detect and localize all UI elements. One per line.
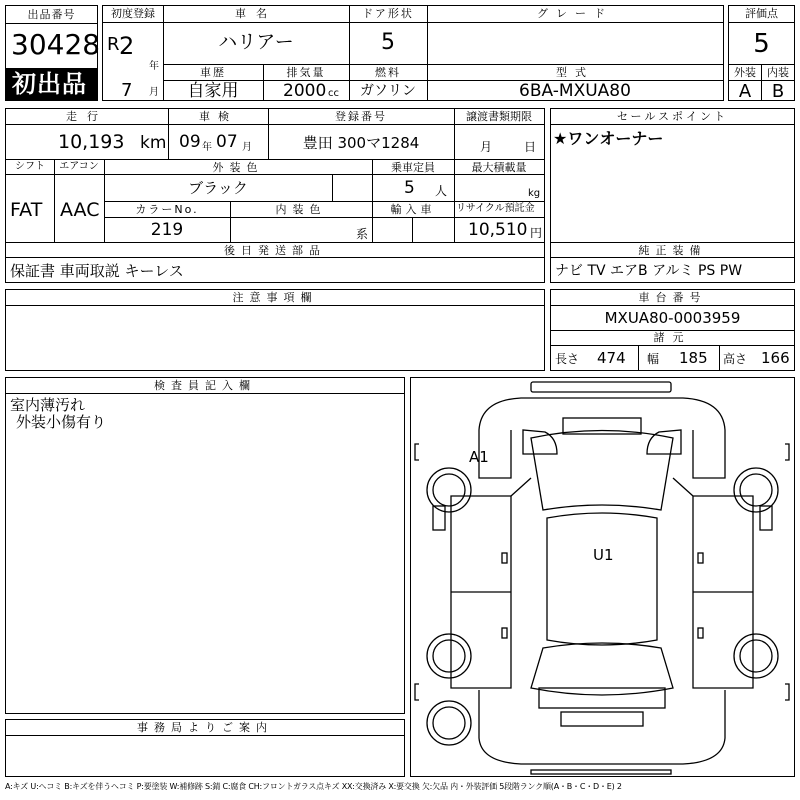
notes-header: 注意事項欄 — [232, 291, 318, 304]
lot-number-box — [5, 5, 101, 101]
capacity-unit: 人 — [435, 184, 448, 198]
door-count: 5 — [381, 30, 395, 55]
height-value: 166 — [761, 349, 790, 367]
damage-diagram — [410, 377, 795, 777]
mileage-value: 10,193 — [58, 131, 125, 153]
first-reg-header: 初度登録 — [111, 7, 155, 20]
notes-block — [5, 289, 545, 371]
shift-value: FAT — [10, 199, 43, 221]
car-name: ハリアー — [218, 31, 294, 53]
recycle-header: リサイクル預託金 — [456, 203, 535, 214]
chassis-block — [550, 289, 795, 371]
recycle-value: 10,510 — [468, 220, 528, 240]
model-header: 型式 — [556, 66, 594, 79]
ext-color-value: ブラック — [188, 179, 248, 197]
int-color-header: 内装色 — [275, 203, 327, 216]
transfer-header: 譲渡書類期限 — [466, 110, 532, 123]
office-block — [5, 719, 405, 777]
score-block — [728, 5, 795, 101]
import-header: 輸入車 — [390, 203, 436, 216]
first-reg-month-unit: 月 — [149, 87, 159, 98]
recycle-unit: 円 — [530, 226, 543, 240]
transfer-day-unit: 日 — [524, 140, 537, 154]
overall-score: 5 — [753, 29, 770, 59]
equipment-header: 純正装備 — [638, 244, 707, 257]
office-header: 事務局よりご案内 — [137, 721, 273, 734]
width-value: 185 — [679, 349, 708, 367]
fuel-header: 燃料 — [375, 66, 401, 79]
length-label: 長さ — [555, 352, 580, 366]
first-reg-year-unit: 年 — [149, 61, 159, 72]
first-reg-month: 7 — [121, 80, 133, 101]
sales-point-value: ★ワンオーナー — [553, 129, 664, 148]
damage-legend: A:キズ U:ヘコミ B:キズを伴うヘコミ P:要塗装 W:補修跡 S:錆 C:腐食 CH:フロントガラス点キズ XX:交換済み X:要交換 欠:欠品 内・外装評価 5段階ランク順(A・B・C・D・E) 2 — [5, 782, 622, 791]
exterior-header: 外装 — [734, 66, 756, 79]
chassis-header: 車台番号 — [638, 291, 707, 304]
ext-color-header: 外装色 — [212, 161, 264, 174]
displacement-header: 排気量 — [286, 66, 326, 79]
details-block — [5, 108, 545, 283]
grade-header: グレード — [537, 7, 613, 20]
first-listing-label: 初出品 — [12, 70, 87, 98]
max-load-header: 最大積載量 — [471, 161, 527, 174]
displacement-unit: cc — [328, 88, 339, 99]
reg-no-header: 登録番号 — [335, 110, 387, 123]
first-reg-year: 2 — [119, 32, 135, 60]
inspector-header: 検査員記入欄 — [154, 379, 256, 392]
exterior-score: A — [738, 81, 752, 102]
mileage-unit: km — [140, 133, 167, 153]
car-outline-diagram — [411, 378, 794, 776]
aircon-header: エアコン — [59, 161, 99, 172]
dims-header: 諸元 — [653, 331, 692, 344]
inspection-header: 車検 — [199, 110, 237, 123]
int-color-unit: 系 — [356, 227, 369, 241]
later-parts-value: 保証書 車両取説 キーレス — [10, 262, 184, 280]
front-left-damage-mark: A1 — [469, 448, 489, 466]
fuel-value: ガソリン — [360, 83, 416, 99]
car-name-header: 車名 — [235, 7, 277, 20]
equipment-value: ナビ TV エアB アルミ PS PW — [555, 263, 743, 279]
roof-damage-mark: U1 — [593, 546, 614, 564]
later-parts-header: 後日発送部品 — [224, 244, 326, 257]
inspector-note-2: 外装小傷有り — [16, 413, 107, 431]
lot-number-header: 出品番号 — [27, 8, 76, 21]
displacement-value: 2000 — [283, 81, 327, 101]
color-no-value: 219 — [150, 220, 184, 240]
chassis-number: MXUA80-0003959 — [604, 309, 741, 327]
history-value: 自家用 — [187, 81, 239, 101]
interior-header: 内装 — [767, 66, 789, 79]
height-label: 高さ — [723, 352, 748, 366]
reg-no-value: 豊田 300マ1284 — [302, 134, 420, 152]
first-reg-era: R — [107, 34, 120, 55]
inspection-month-unit: 月 — [242, 142, 252, 153]
first-listing-badge — [6, 68, 97, 100]
width-label: 幅 — [647, 352, 660, 366]
lot-number: 30428 — [11, 28, 101, 61]
interior-score: B — [771, 81, 785, 102]
vehicle-info-block — [102, 5, 724, 101]
sales-point-header: セールスポイント — [616, 110, 728, 123]
inspector-note-1: 室内薄汚れ — [10, 396, 86, 414]
transfer-month-unit: 月 — [480, 140, 493, 154]
inspection-year: 09 — [179, 132, 201, 152]
max-load-unit: kg — [528, 188, 541, 199]
shift-header: シフト — [15, 161, 45, 172]
length-value: 474 — [597, 349, 626, 367]
capacity-header: 乗車定員 — [391, 161, 435, 174]
door-header: ドア形状 — [362, 7, 414, 20]
inspection-year-unit: 年 — [202, 142, 212, 153]
aircon-value: AAC — [60, 199, 100, 221]
capacity-value: 5 — [404, 178, 415, 198]
history-header: 車歴 — [200, 66, 226, 79]
mileage-header: 走行 — [66, 110, 108, 123]
inspector-block — [5, 377, 405, 714]
color-no-header: カラーNo. — [135, 203, 199, 216]
sales-point-block — [550, 108, 795, 283]
score-header: 評価点 — [745, 7, 778, 20]
inspection-month: 07 — [216, 132, 238, 152]
model-value: 6BA-MXUA80 — [519, 81, 631, 101]
